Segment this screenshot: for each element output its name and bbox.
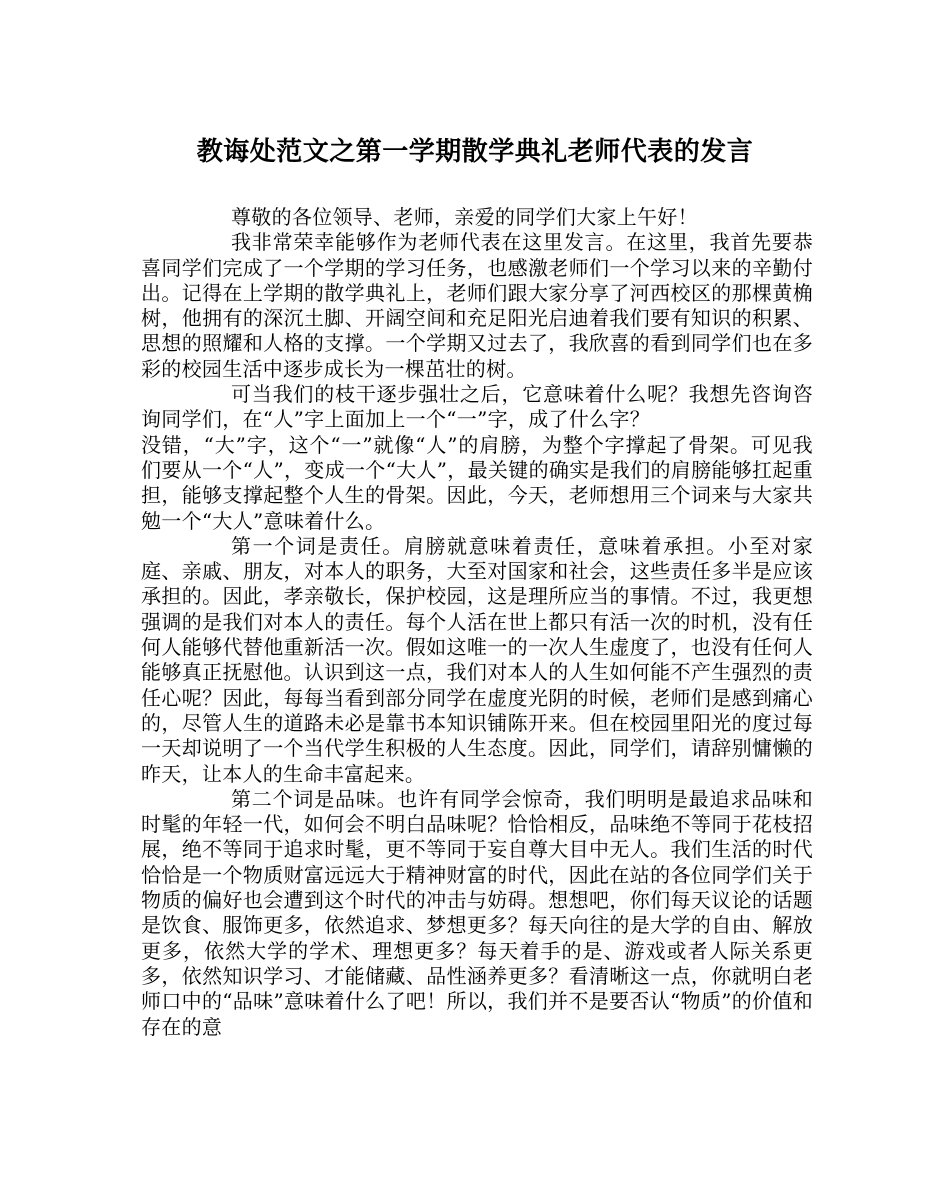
document-body: [141, 205, 813, 1040]
paragraph-taste: 第二个词是品味。也许有同学会惊奇，我们明明是最追求品味和时髦的年轻一代，如何会不明白品味呢？恰恰相反，品味绝不等同于花枝招展，绝不等同于追求时髦，更不等同于妄自尊大目中无人。我们生活的时代恰恰是一个物质财富远远大于精神财富的时代，因此在站的各位同学们关于物质的偏好也会遭到这个时代的冲击与妨碍。想想吧，你们每天议论的话题是饮食、服饰更多，依然追求、梦想更多？每天向往的是大学的自由、解放更多，依然大学的学术、理想更多？每天着手的是、游戏或者人际关系更多，依然知识学习、才能储藏、品性涵养更多？看清晰这一点，你就明白老师口中的“品味”意味着什么了吧！所以，我们并不是要否认“物质”的价值和存在的意: [141, 786, 813, 1039]
paragraph-greeting: 尊敬的各位领导、老师，亲爱的同学们大家上午好！: [231, 205, 698, 229]
paragraph-answer: 没错，“大”字，这个“一”就像“人”的肩膀，为整个字撑起了骨架。可见我们要从一个“人”，变成一个“大人”，最关键的确实是我们的肩膀能够扛起重担，能够支撑起整个人生的骨架。因此，今天，老师想用三个词来与大家共勉一个“大人”意味着什么。: [141, 432, 813, 533]
paragraph-question: 可当我们的枝干逐步强壮之后，它意味着什么呢？我想先咨询咨询同学们，在“人”字上面加上一个“一”字，成了什么字？: [141, 382, 813, 432]
paragraph-responsibility: 第一个词是责任。肩膀就意味着责任，意味着承担。小至对家庭、亲戚、朋友，对本人的职务，大至对国家和社会，这些责任多半是应该承担的。因此，孝亲敬长，保护校园，这是理所应当的事情。不过，我更想强调的是我们对本人的责任。每个人活在世上都只有活一次的时机，没有任何人能够代替他重新活一次。假如这唯一的一次人生虚度了，也没有任何人能够真正抚慰他。认识到这一点，我们对本人的人生如何能不产生强烈的责任心呢？因此，每每当看到部分同学在虚度光阴的时候，老师们是感到痛心的，尽管人生的道路未必是靠书本知识铺陈开来。但在校园里阳光的度过每一天却说明了一个当代学生积极的人生态度。因此，同学们，请辞别慵懒的昨天，让本人的生命丰富起来。: [141, 533, 813, 786]
document-title: 教诲处范文之第一学期散学典礼老师代表的发言: [196, 137, 754, 167]
paragraph-intro: 我非常荣幸能够作为老师代表在这里发言。在这里，我首先要恭喜同学们完成了一个学期的学习任务，也感激老师们一个学习以来的辛勤付出。记得在上学期的散学典礼上，老师们跟大家分享了河西校区的那棵黄桷树，他拥有的深沉土脚、开阔空间和充足阳光启迪着我们要有知识的积累、思想的照耀和人格的支撑。一个学期又过去了，我欣喜的看到同学们也在多彩的校园生活中逐步成长为一棵茁壮的树。: [141, 230, 813, 381]
